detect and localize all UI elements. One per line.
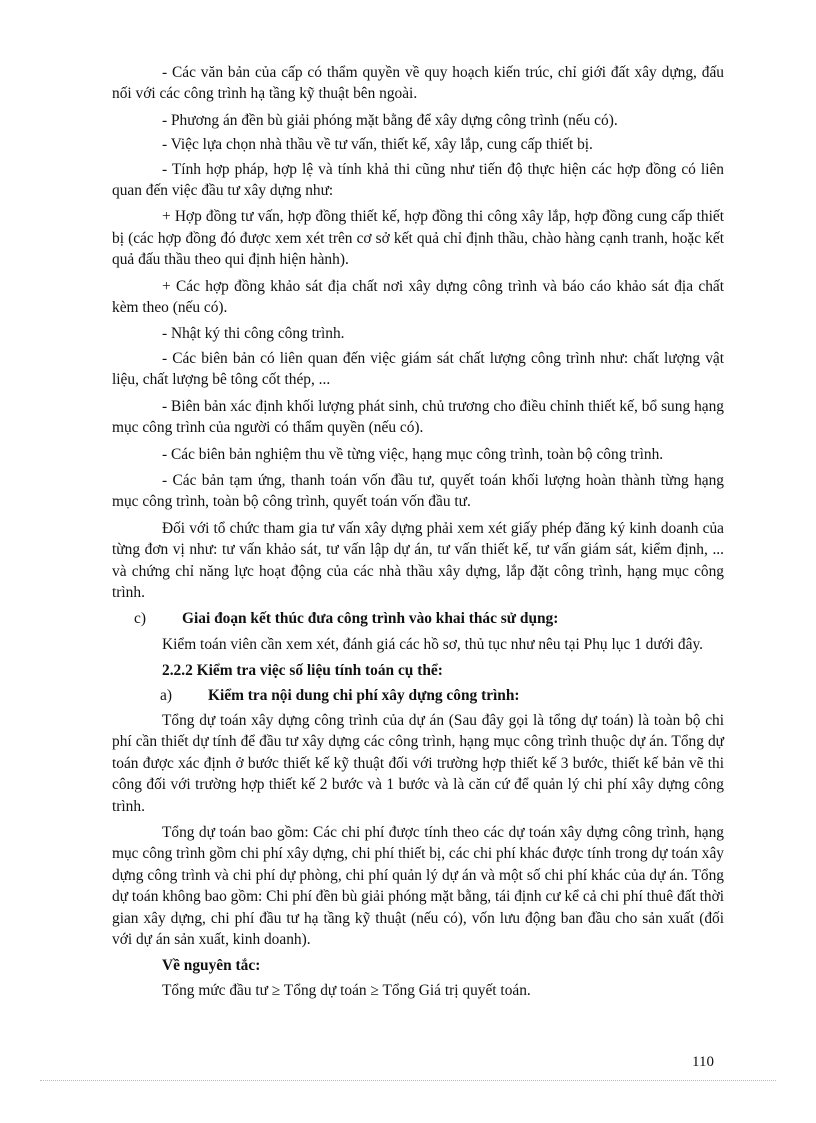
page-number: 110 <box>692 1054 714 1070</box>
paragraph: - Các bản tạm ứng, thanh toán vốn đầu tư, quyết toán khối lượng hoàn thành từng hạng mục công trình, toàn bộ công trình, quyết toán vốn đầu tư. <box>112 471 724 511</box>
section-c-heading <box>112 608 724 629</box>
principle-formula: Tổng mức đầu tư ≥ Tổng dự toán ≥ Tổng Giá trị quyết toán. <box>162 981 531 999</box>
paragraph: Tổng dự toán bao gồm: Các chi phí được tính theo các dự toán xây dựng công trình, hạng mục công trình gồm chi phí xây dựng, chi phí thiết bị, các chi phí khác được tính trong dự toán xây dựng công trình và chi phí dự phòng, chi phí quản lý dự án và một số chi phí khác của dự án. Tổng dự toán không bao gồm: Chi phí đền bù giải phóng mặt bằng, tái định cư kể cả chi phí thuê đất thời gian xây dựng, chi phí đầu tư hạ tầng kỹ thuật (nếu có), vốn lưu động ban đầu cho sản xuất (đối với dự án sản xuất, kinh doanh). <box>112 824 724 949</box>
section-title: Kiểm tra nội dung chi phí xây dựng công trình: <box>208 686 520 704</box>
paragraph: - Các văn bản của cấp có thẩm quyền về quy hoạch kiến trúc, chỉ giới đất xây dựng, đấu nối với các công trình hạ tầng kỹ thuật bên ngoài. <box>112 64 724 103</box>
paragraph: - Nhật ký thi công công trình. <box>162 325 345 343</box>
paragraph: - Việc lựa chọn nhà thầu về tư vấn, thiết kế, xây lắp, cung cấp thiết bị. <box>162 136 593 154</box>
paragraph: - Tính hợp pháp, hợp lệ và tính khả thi cũng như tiến độ thực hiện các hợp đồng có liên quan đến việc đầu tư xây dựng như: <box>112 160 724 200</box>
section-letter: c) <box>134 610 146 628</box>
section-letter: a) <box>160 686 172 704</box>
section-a-heading <box>112 685 724 706</box>
section-title: Giai đoạn kết thúc đưa công trình vào khai thác sử dụng: <box>182 610 559 628</box>
paragraph: Kiểm toán viên cần xem xét, đánh giá các hồ sơ, thủ tục như nêu tại Phụ lục 1 dưới đây. <box>162 635 704 653</box>
paragraph: Đối với tổ chức tham gia tư vấn xây dựng phải xem xét giấy phép đăng ký kinh doanh của từng đơn vị như: tư vấn khảo sát, tư vấn lập dự án, tư vấn thiết kế, tư vấn giám sát, kiểm định, ... và chứng chỉ năng lực hoạt động của các nhà thầu xây dựng, lắp đặt công trình, hạng mục công trình. <box>112 519 724 601</box>
page-content <box>112 62 724 1006</box>
paragraph: + Các hợp đồng khảo sát địa chất nơi xây dựng công trình và báo cáo khảo sát địa chất kèm theo (nếu có). <box>112 277 724 317</box>
paragraph: - Các biên bản nghiệm thu về từng việc, hạng mục công trình, toàn bộ công trình. <box>162 445 664 463</box>
footer-divider <box>40 1080 776 1081</box>
subsection-heading: 2.2.2 Kiểm tra việc số liệu tính toán cụ thể: <box>162 662 443 680</box>
paragraph: - Biên bản xác định khối lượng phát sinh, chủ trương cho điều chỉnh thiết kế, bổ sung hạng mục công trình của người có thẩm quyền (nếu có). <box>112 397 724 437</box>
paragraph: + Hợp đồng tư vấn, hợp đồng thiết kế, hợp đồng thi công xây lắp, hợp đồng cung cấp thiết bị (các hợp đồng đó được xem xét trên cơ sở kết quả chỉ định thầu, chào hàng cạnh tranh, hoặc kết quả đấu thầu theo qui định hiện hành). <box>112 208 724 269</box>
paragraph: - Các biên bản có liên quan đến việc giám sát chất lượng công trình như: chất lượng vật liệu, chất lượng bê tông cốt thép, ... <box>112 349 724 389</box>
paragraph: Tổng dự toán xây dựng công trình của dự án (Sau đây gọi là tổng dự toán) là toàn bộ chi phí cần thiết dự tính để đầu tư xây dựng các công trình, hạng mục công trình thuộc dự án. Tổng dự toán được xác định ở bước thiết kế kỹ thuật đối với trường hợp thiết kế 3 bước, thiết kế bản vẽ thi công đối với trường hợp thiết kế 2 bước và 1 bước và là căn cứ để quản lý chi phí xây dựng công trình. <box>112 711 724 815</box>
principle-heading: Về nguyên tắc: <box>162 957 261 975</box>
paragraph: - Phương án đền bù giải phóng mặt bằng để xây dựng công trình (nếu có). <box>162 111 618 129</box>
